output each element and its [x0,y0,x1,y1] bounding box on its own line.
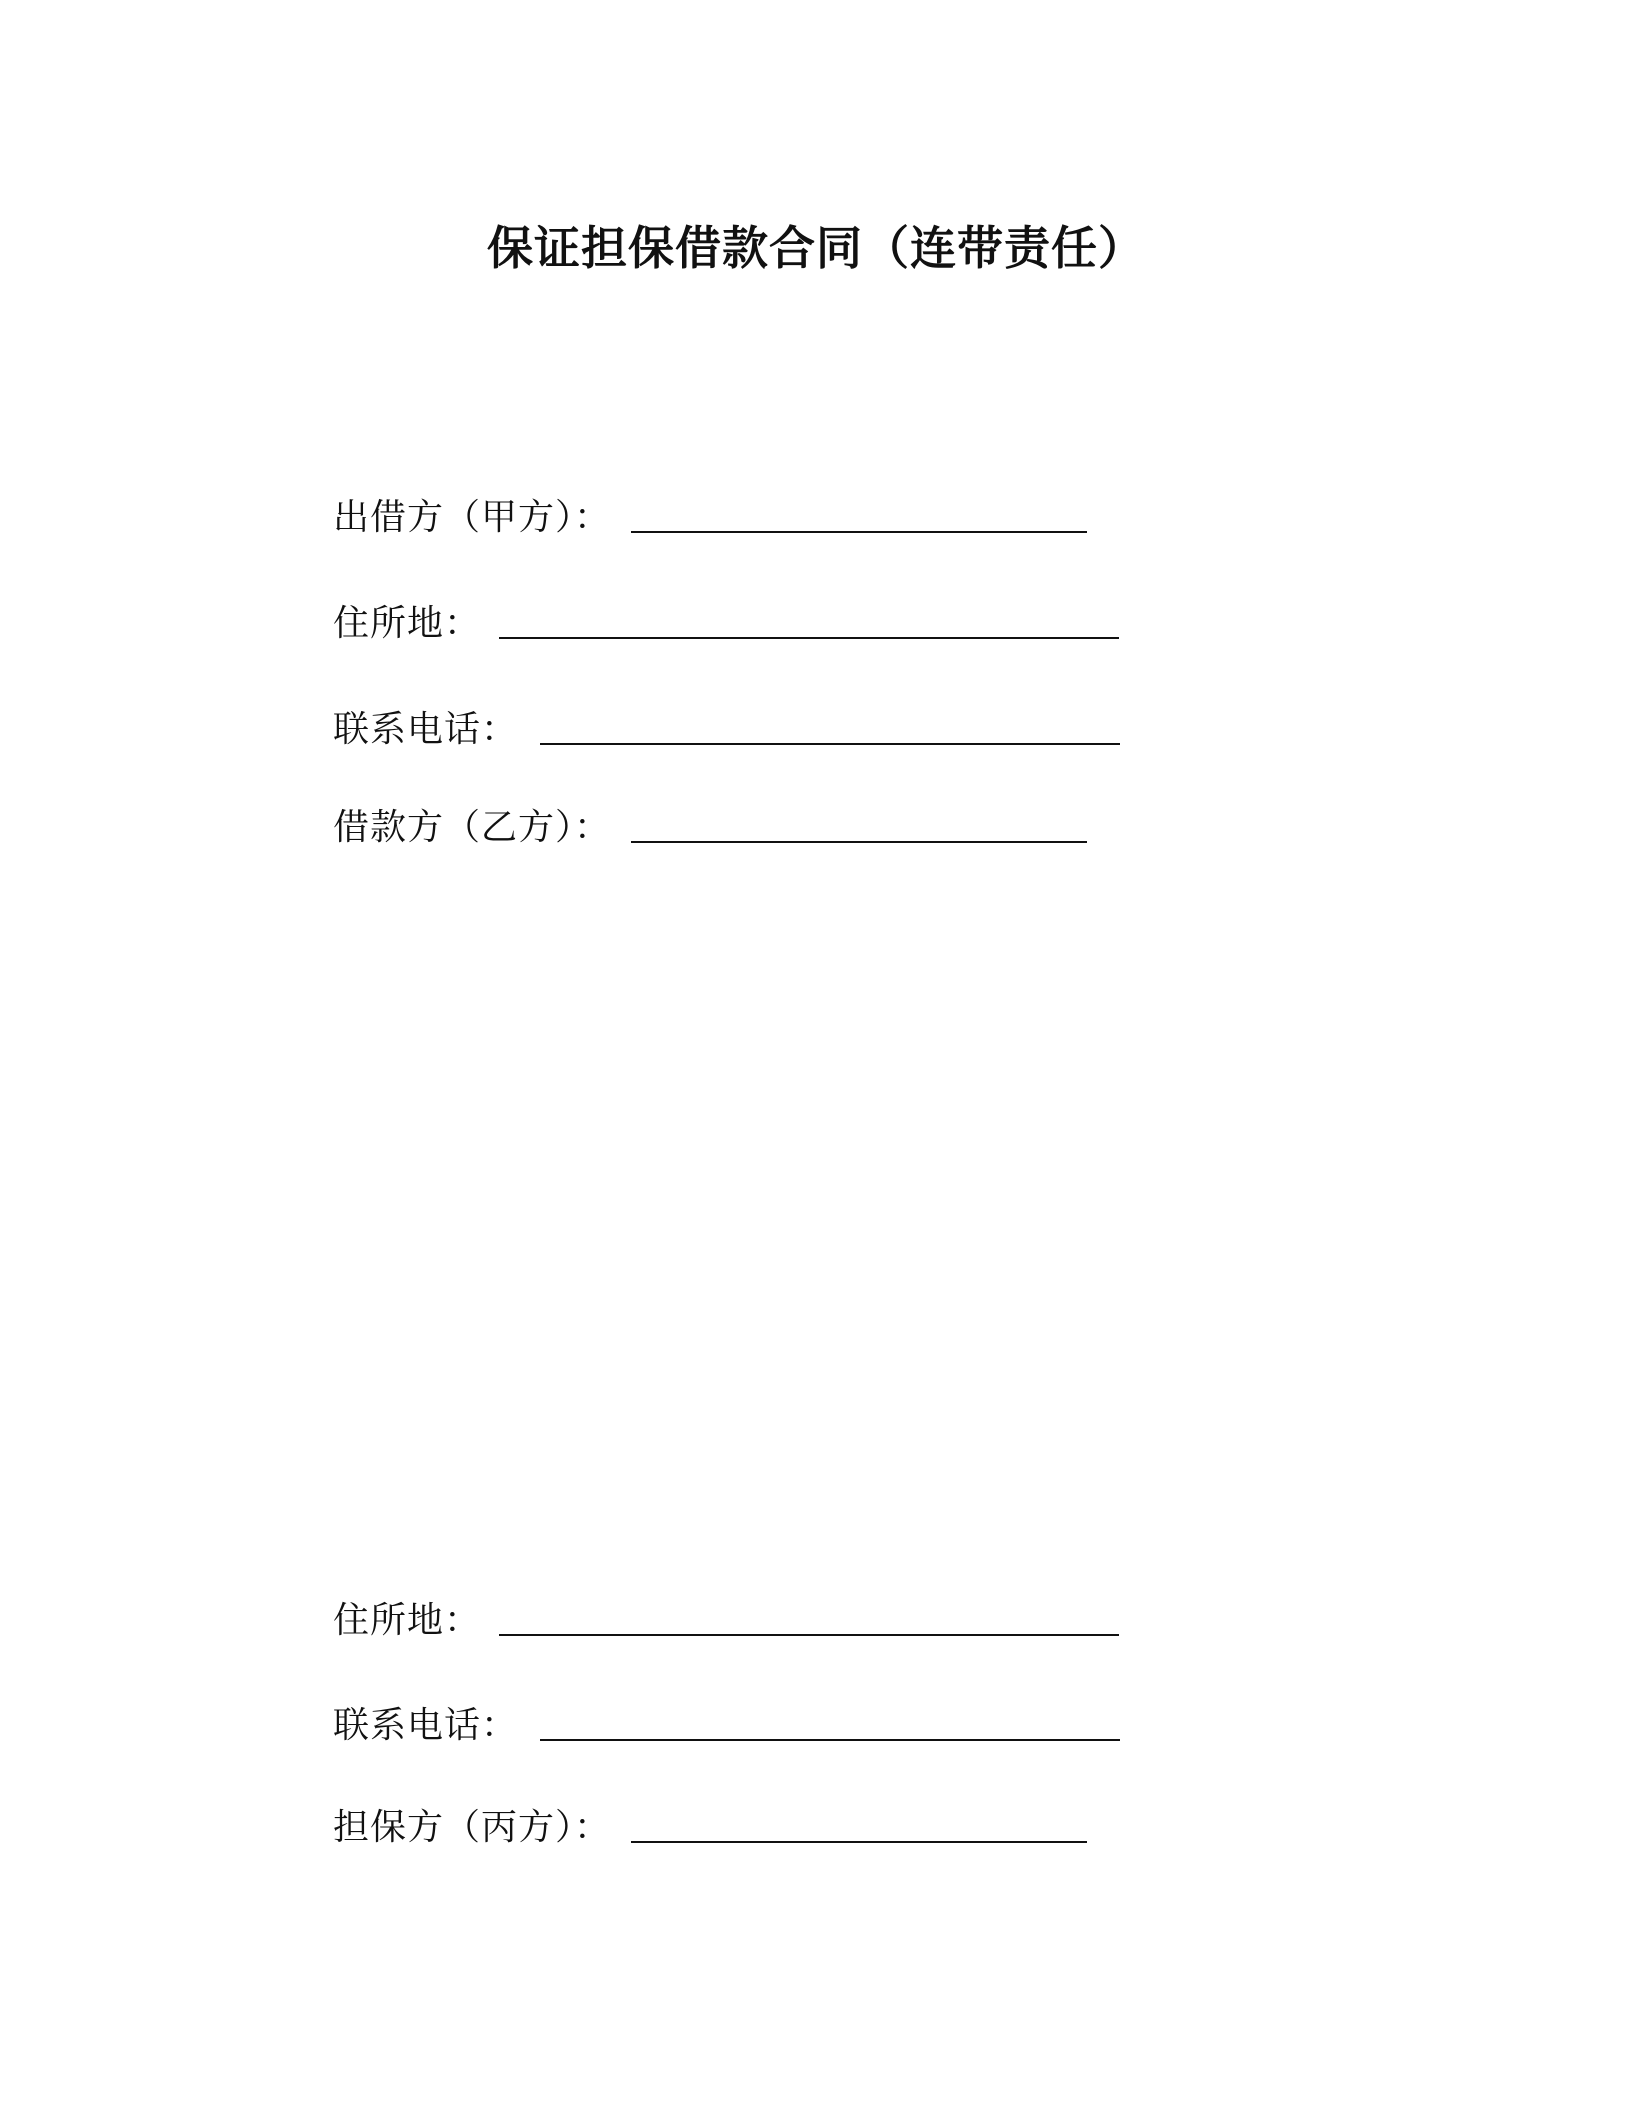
lender-phone-blank-line[interactable] [540,743,1120,745]
lender-phone-label: 联系电话： [333,709,519,750]
lender-field [333,494,1087,542]
borrower-label: 借款方（乙方）： [333,807,612,848]
borrower-phone-blank-line[interactable] [540,1739,1120,1741]
lender-label: 出借方（甲方）： [333,497,612,538]
borrower-phone-label: 联系电话： [333,1705,519,1746]
lender-blank-line[interactable] [631,531,1087,533]
guarantor-blank-line[interactable] [631,1841,1087,1843]
borrower-address-blank-line[interactable] [499,1634,1119,1636]
borrower-address-label: 住所地： [333,1600,482,1641]
borrower-field [333,804,1087,852]
lender-address-label: 住所地： [333,603,482,644]
guarantor-field [333,1804,1087,1852]
lender-address-blank-line[interactable] [499,637,1119,639]
guarantor-label: 担保方（丙方）： [333,1807,612,1848]
lender-address-field [333,600,1119,648]
borrower-address-field [333,1597,1119,1645]
borrower-blank-line[interactable] [631,841,1087,843]
borrower-phone-field [333,1702,1120,1750]
lender-phone-field [333,706,1120,754]
contract-title: 保证担保借款合同（连带责任） [487,221,1145,275]
